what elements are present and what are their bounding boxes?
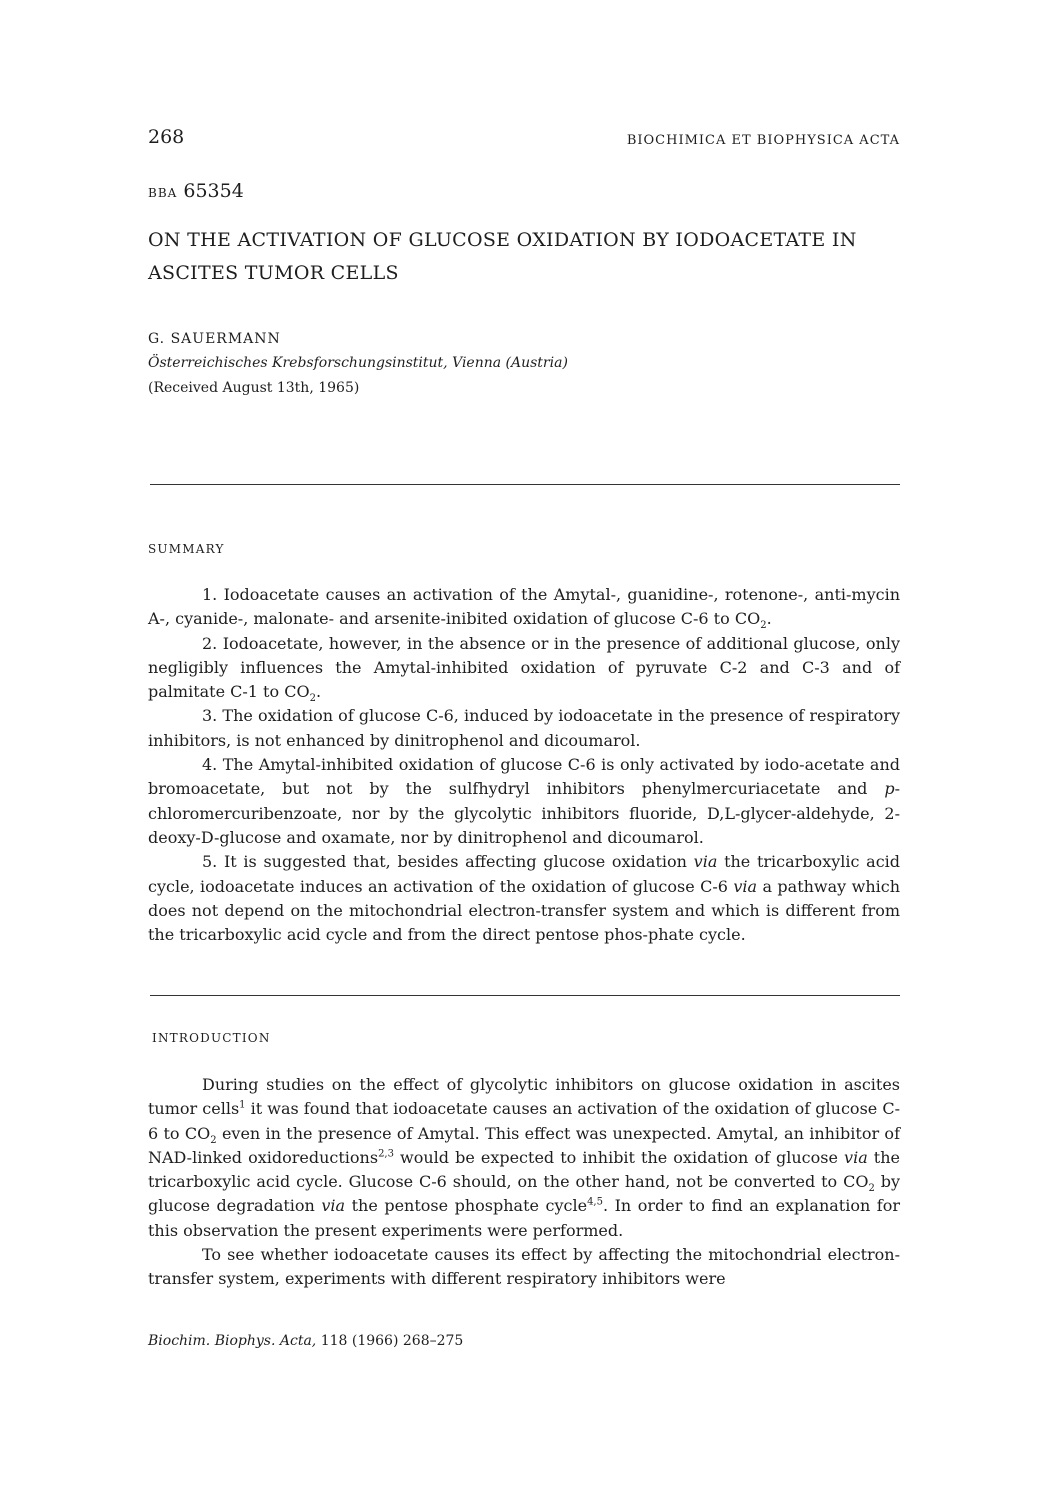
author-name: G. SAUERMANN xyxy=(148,331,281,347)
summary-item-5: 5. It is suggested that, besides affecting glucose oxidation via the tricarboxylic acid cycle, iodoacetate induces an activation of the oxidation of glucose C-6 via a pathway which does not depend on the mitochondrial electron-transfer system and which is different from the tricarboxylic acid cycle and from the direct pentose phos-phate cycle. xyxy=(148,852,901,945)
summary-body xyxy=(148,583,900,947)
received-date: (Received August 13th, 1965) xyxy=(148,380,360,396)
divider-top xyxy=(150,484,900,485)
article-code-prefix: BBA xyxy=(148,186,178,200)
summary-item-1: 1. Iodoacetate causes an activation of the Amytal-, guanidine-, rotenone-, anti-mycin A-, cyanide-, malonate- and arsenite-inibited oxidation of glucose C-6 to $CO_2$. xyxy=(148,585,900,632)
article-code-number: 65354 xyxy=(183,180,244,202)
footer-volume-pages: 118 (1966) 268–275 xyxy=(316,1333,464,1349)
summary-item-3: 3. The oxidation of glucose C-6, induced by iodoacetate in the presence of respiratory inhibitors, is not enhanced by dinitrophenol and dicoumarol. xyxy=(148,706,900,750)
page-number: 268 xyxy=(148,126,185,148)
footer-citation xyxy=(148,1333,463,1349)
summary-item-4: 4. The Amytal-inhibited oxidation of glucose C-6 is only activated by iodo-acetate and bromoacetate, but not by the sulfhydryl inhibitors phenylmercuriacetate and p-chloromercuribenzoate, nor by the glycolytic inhibitors fluoride, D,L-glycer-aldehyde, 2-deoxy-D-glucose and oxamate, nor by dinitrophenol and dicoumarol. xyxy=(148,755,900,847)
introduction-paragraph-1: During studies on the effect of glycolytic inhibitors on glucose oxidation in ascites tumor cells$^1$ it was found that iodoacetate causes an activation of the oxidation of glucose C-6 to $CO_2$ even in the presence of Amytal. This effect was unexpected. Amytal, an inhibitor of NAD-linked oxidoreductions$^{2,3}$ would be expected to inhibit the oxidation of glucose via the tricarboxylic acid cycle. Glucose C-6 should, on the other hand, not be converted to $CO_2$ by glucose degradation via the pentose phosphate cycle$^{4,5}$. In order to find an explanation for this observation the present experiments were performed. xyxy=(148,1075,901,1240)
introduction-heading: INTRODUCTION xyxy=(152,1031,271,1045)
article-title: ON THE ACTIVATION OF GLUCOSE OXIDATION BY IODOACETATE IN ASCITES TUMOR CELLS xyxy=(148,229,857,284)
footer-journal-abbrev: Biochim. Biophys. Acta, xyxy=(148,1333,317,1349)
introduction-body xyxy=(148,1073,900,1292)
article-code xyxy=(148,180,244,202)
summary-item-2: 2. Iodoacetate, however, in the absence or in the presence of additional glucose, only negligibly influences the Amytal-inhibited oxidation of pyruvate C-2 and C-3 and of palmitate C-1 to $CO_2$. xyxy=(148,633,900,705)
introduction-paragraph-2: To see whether iodoacetate causes its effect by affecting the mitochondrial electron-transfer system, experiments with different respiratory inhibitors were xyxy=(148,1245,900,1289)
divider-bottom xyxy=(150,995,900,996)
summary-heading: SUMMARY xyxy=(148,542,225,556)
journal-running-head: BIOCHIMICA ET BIOPHYSICA ACTA xyxy=(626,133,900,148)
author-affiliation: Österreichisches Krebsforschungsinstitut, Vienna (Austria) xyxy=(148,355,568,371)
